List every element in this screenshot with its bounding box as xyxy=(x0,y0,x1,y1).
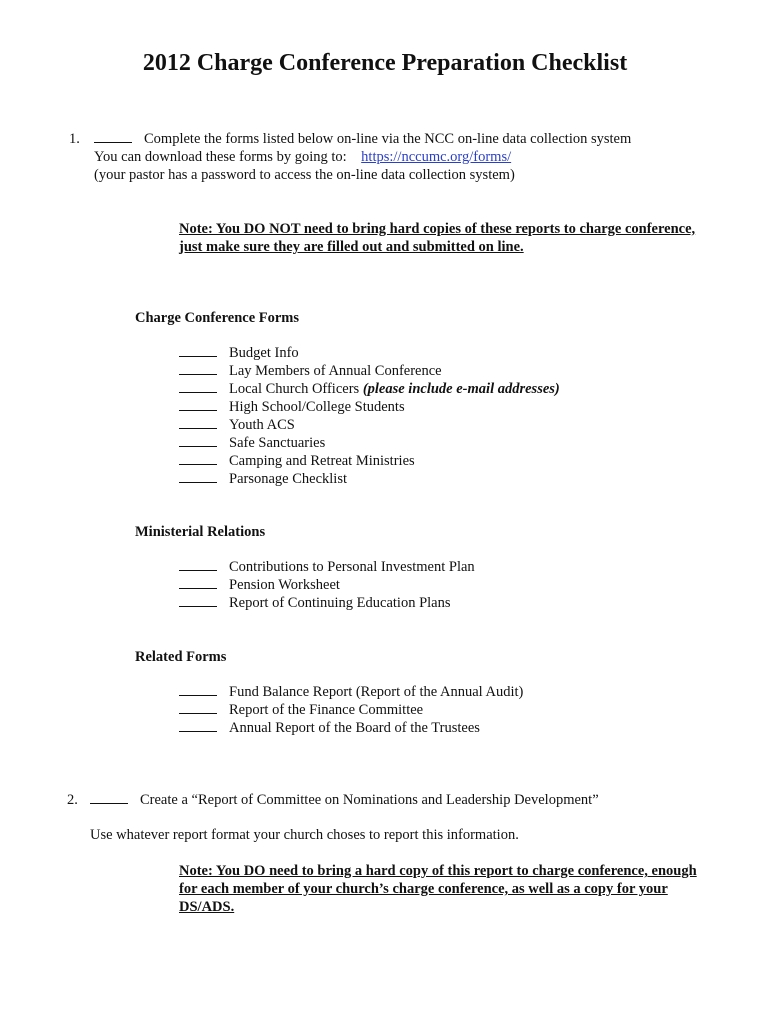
charge-conference-forms-heading: Charge Conference Forms xyxy=(135,310,300,326)
step2-line2: Use whatever report format your church choses to report this information. xyxy=(90,827,519,843)
list-item xyxy=(179,398,560,416)
step2-number: 2. xyxy=(67,792,78,808)
item-label: Lay Members of Annual Conference xyxy=(229,363,442,379)
checkbox-blank[interactable] xyxy=(179,452,217,465)
list-item xyxy=(179,452,560,470)
step1-line1 xyxy=(94,130,631,148)
list-item xyxy=(179,416,560,434)
checkbox-blank[interactable] xyxy=(179,470,217,483)
list-item xyxy=(179,576,475,594)
officers-note: (please include e-mail addresses) xyxy=(362,381,560,397)
ministerial-relations-list xyxy=(179,558,475,612)
related-forms-heading: Related Forms xyxy=(135,649,227,665)
step1-number: 1. xyxy=(69,131,80,147)
checkbox-blank[interactable] xyxy=(179,344,217,357)
ministerial-relations-heading: Ministerial Relations xyxy=(135,524,266,540)
item-label: Safe Sanctuaries xyxy=(229,435,326,451)
list-item xyxy=(179,701,523,719)
step2-note-line1: Note: You DO need to bring a hard copy of this report to charge conference, enough xyxy=(179,863,697,879)
item-label: Contributions to Personal Investment Plan xyxy=(229,559,475,575)
list-item xyxy=(179,558,475,576)
list-item xyxy=(179,434,560,452)
step2-checkbox-blank[interactable] xyxy=(90,791,128,804)
step1-line1-text: Complete the forms listed below on-line via the NCC on-line data collection system xyxy=(144,131,632,147)
step1-note-line1: Note: You DO NOT need to bring hard copies of these reports to charge conference, xyxy=(179,221,696,237)
checkbox-blank[interactable] xyxy=(179,683,217,696)
step2-line1 xyxy=(90,791,599,809)
item-label: Camping and Retreat Ministries xyxy=(229,453,415,469)
step2-note-line2: for each member of your church’s charge conference, as well as a copy for your xyxy=(179,881,668,897)
item-label: Pension Worksheet xyxy=(229,577,340,593)
list-item xyxy=(179,719,523,737)
checkbox-blank[interactable] xyxy=(179,558,217,571)
step2-note-line3: DS/ADS. xyxy=(179,899,235,915)
step1-line3: (your pastor has a password to access the on-line data collection system) xyxy=(94,167,515,183)
step1-line2-prefix: You can download these forms by going to: xyxy=(94,149,347,165)
checkbox-blank[interactable] xyxy=(179,719,217,732)
step1-checkbox-blank[interactable] xyxy=(94,130,132,143)
list-item xyxy=(179,362,560,380)
checkbox-blank[interactable] xyxy=(179,362,217,375)
item-label: Parsonage Checklist xyxy=(229,471,347,487)
list-item xyxy=(179,344,560,362)
checkbox-blank[interactable] xyxy=(179,701,217,714)
charge-conference-forms-list xyxy=(179,344,560,488)
list-item xyxy=(179,380,560,398)
checkbox-blank[interactable] xyxy=(179,416,217,429)
item-label: Report of the Finance Committee xyxy=(229,702,424,718)
item-label: Budget Info xyxy=(229,345,299,361)
page-title: 2012 Charge Conference Preparation Checklist xyxy=(142,50,628,76)
step1-note-line2: just make sure they are filled out and submitted on line. xyxy=(179,239,524,255)
forms-link[interactable]: https://nccumc.org/forms/ xyxy=(361,149,512,165)
item-label: High School/College Students xyxy=(229,399,405,415)
item-label: Youth ACS xyxy=(229,417,295,433)
item-label: Fund Balance Report (Report of the Annual Audit) xyxy=(229,684,524,700)
item-label: Annual Report of the Board of the Trustees xyxy=(229,720,480,736)
checkbox-blank[interactable] xyxy=(179,576,217,589)
item-label: Local Church Officers xyxy=(229,381,360,397)
step2-line1-text: Create a “Report of Committee on Nominations and Leadership Development” xyxy=(140,792,599,808)
list-item xyxy=(179,683,523,701)
checkbox-blank[interactable] xyxy=(179,380,217,393)
checkbox-blank[interactable] xyxy=(179,594,217,607)
checkbox-blank[interactable] xyxy=(179,434,217,447)
list-item xyxy=(179,594,475,612)
related-forms-list xyxy=(179,683,523,737)
item-label: Report of Continuing Education Plans xyxy=(229,595,451,611)
step1-line2 xyxy=(94,148,511,166)
list-item xyxy=(179,470,560,488)
checkbox-blank[interactable] xyxy=(179,398,217,411)
